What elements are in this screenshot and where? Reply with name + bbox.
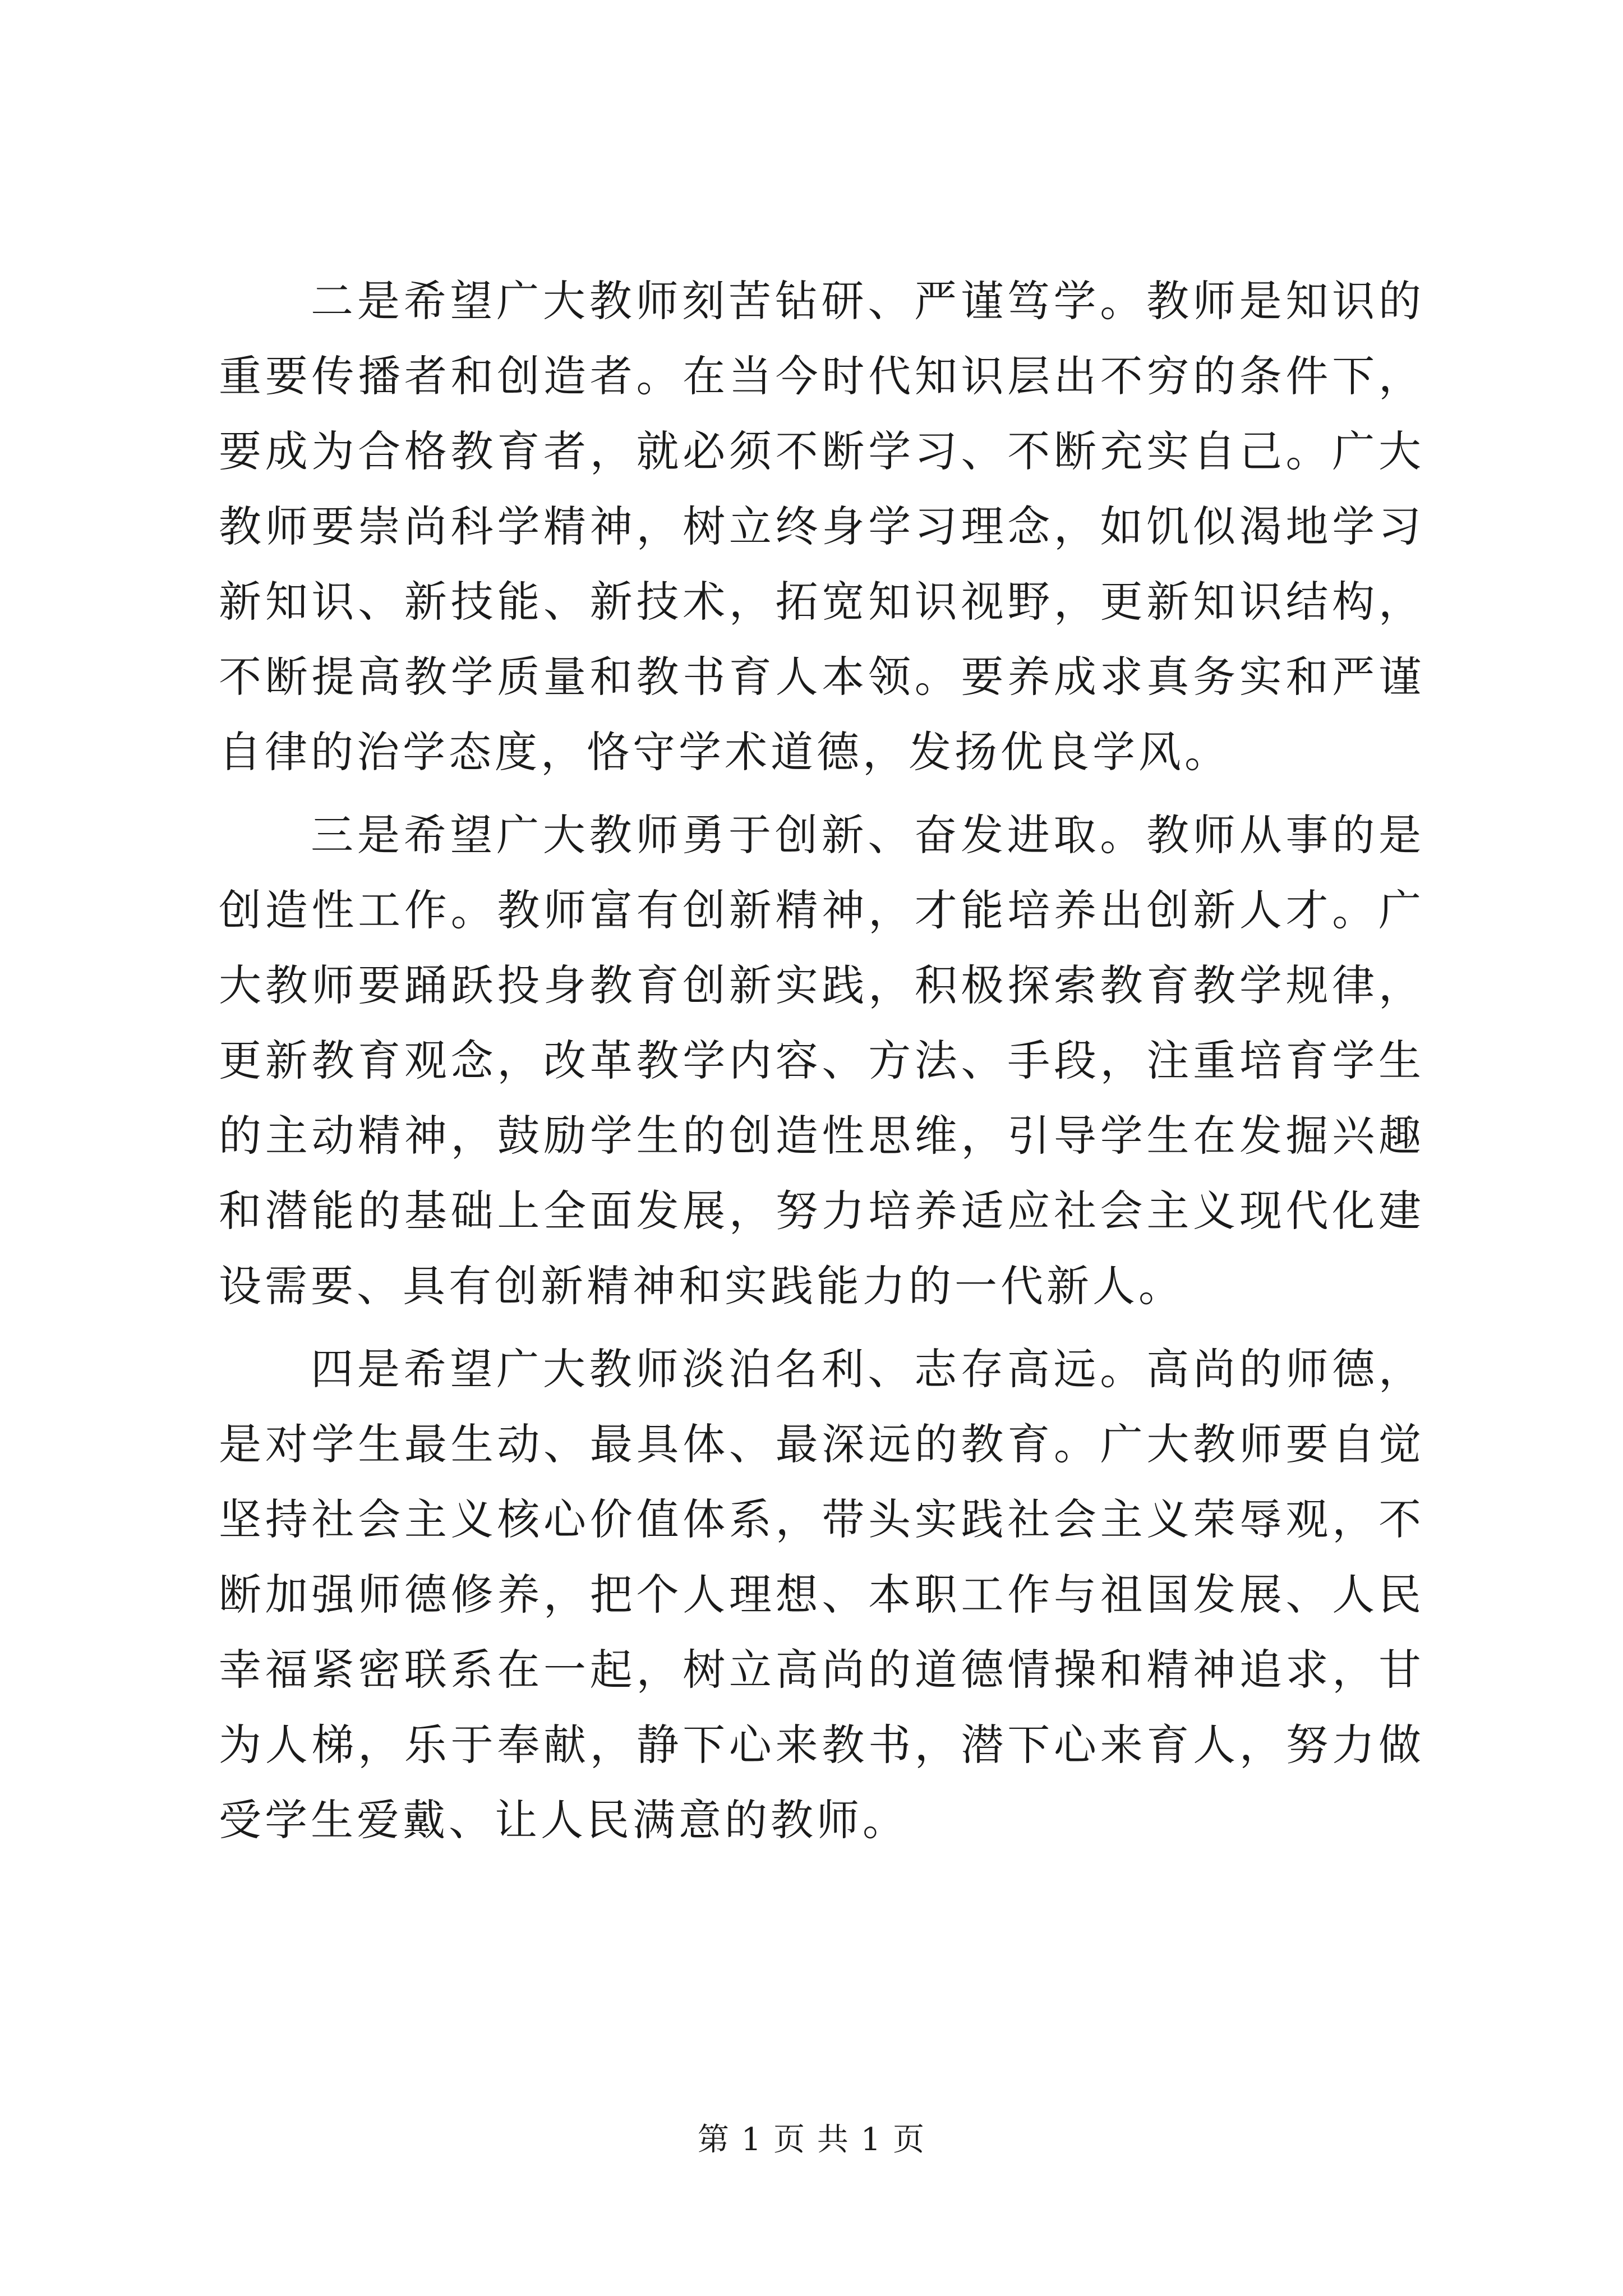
- paragraph-4: 四是希望广大教师淡泊名利、志存高远。高尚的师德，是对学生最生动、最具体、最深远的教育。广大教师要自觉坚持社会主义核心价值体系，带头实践社会主义荣辱观，不断加强师德修养，把个人理想、本职工作与祖国发展、人民幸福紧密联系在一起，树立高尚的道德情操和精神追求，甘为人梯，乐于奉献，静下心来教书，潜下心来育人，努力做受学生爱戴、让人民满意的教师。: [219, 1344, 1424, 1845]
- paragraph-2: 二是希望广大教师刻苦钻研、严谨笃学。教师是知识的重要传播者和创造者。在当今时代知识层出不穷的条件下，要成为合格教育者，就必须不断学习、不断充实自己。广大教师要崇尚科学精神，树立终身学习理念，如饥似渴地学习新知识、新技能、新技术，拓宽知识视野，更新知识结构，不断提高教学质量和教书育人本领。要养成求真务实和严谨自律的治学态度，恪守学术道德，发扬优良学风。: [219, 276, 1424, 777]
- page-footer: 第 1 页 共 1 页: [697, 2122, 926, 2158]
- document-body: [219, 264, 1424, 1866]
- paragraph-3: 三是希望广大教师勇于创新、奋发进取。教师从事的是创造性工作。教师富有创新精神，才能培养出创新人才。广大教师要踊跃投身教育创新实践，积极探索教育教学规律，更新教育观念，改革教学内容、方法、手段，注重培育学生的主动精神，鼓励学生的创造性思维，引导学生在发掘兴趣和潜能的基础上全面发展，努力培养适应社会主义现代化建设需要、具有创新精神和实践能力的一代新人。: [219, 810, 1424, 1311]
